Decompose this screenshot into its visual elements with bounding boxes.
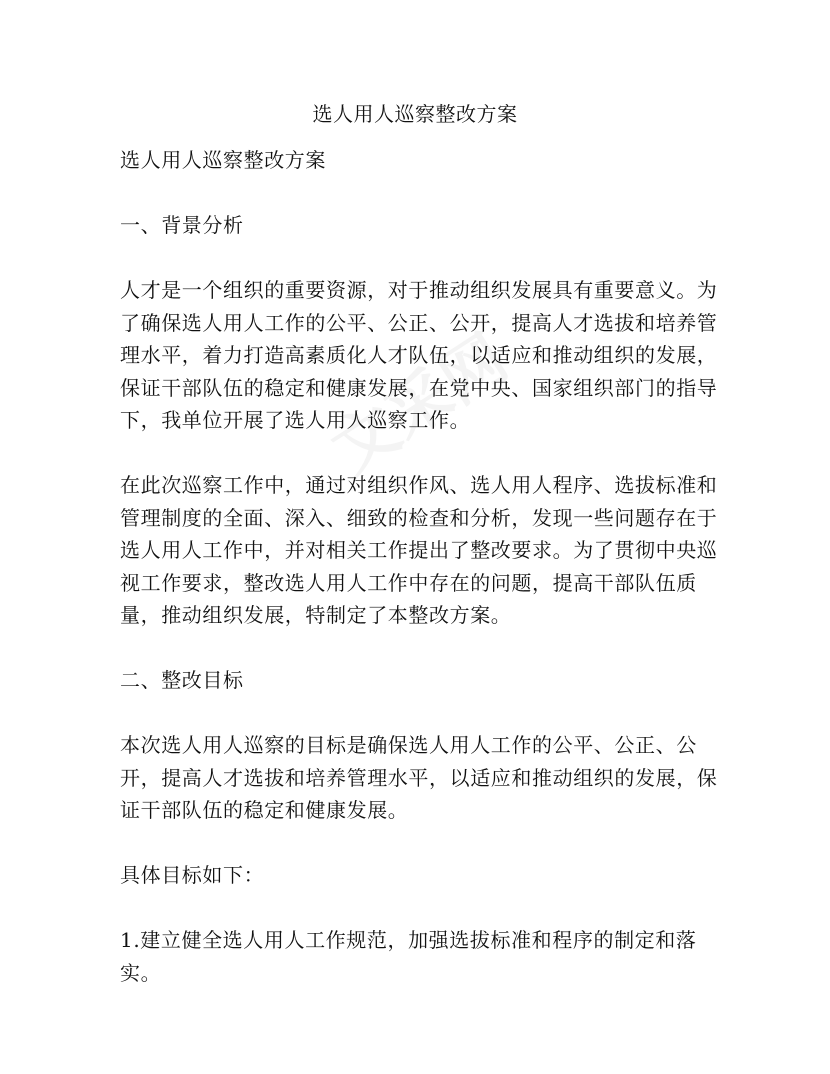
document-title: 选人用人巡察整改方案 [312,102,518,126]
body-paragraph: 在此次巡察工作中，通过对组织作风、选人用人程序、选拔标准和管理制度的全面、深入、细致的检查和分析，发现一些问题存在于选人用人工作中，并对相关工作提出了整改要求。为了贯彻中央巡视工作要求，整改选人用人工作中存在的问题，提高干部队伍质量，推动组织发展，特制定了本整改方案。 [120,473,718,627]
list-item: 1.建立健全选人用人工作规范，加强选拔标准和程序的制定和落实。 [120,928,697,985]
subtitle-paragraph: 选人用人巡察整改方案 [120,148,326,172]
section-heading-goals: 二、整改目标 [120,668,244,692]
document-body [120,144,725,1022]
body-paragraph: 本次选人用人巡察的目标是确保选人用人工作的公平、公正、公开，提高人才选拔和培养管理水平，以适应和推动组织的发展，保证干部队伍的稳定和健康发展。 [120,733,718,822]
body-paragraph: 具体目标如下： [120,863,265,887]
section-heading-background: 一、背景分析 [120,213,244,237]
body-paragraph: 人才是一个组织的重要资源，对于推动组织发展具有重要意义。为了确保选人用人工作的公平、公正、公开，提高人才选拔和培养管理水平，着力打造高素质化人才队伍，以适应和推动组织的发展，保证干部队伍的稳定和健康发展，在党中央、国家组织部门的指导下，我单位开展了选人用人巡察工作。 [120,278,718,432]
